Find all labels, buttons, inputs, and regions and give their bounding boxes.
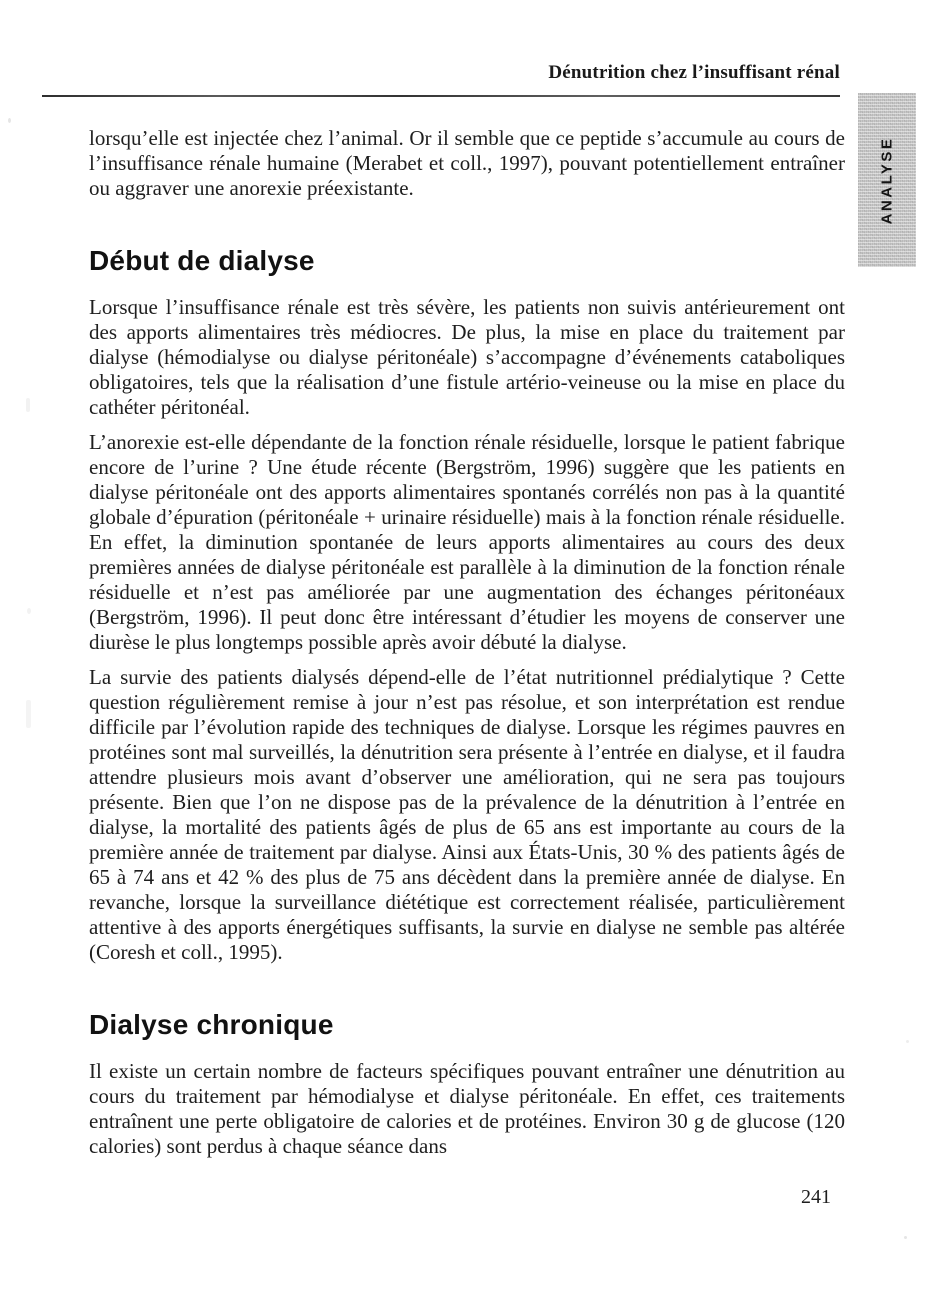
scan-artifact	[906, 1040, 909, 1043]
lead-paragraph: lorsqu’elle est injectée chez l’animal. Or il semble que ce peptide s’accumule au cours de l’insuffisance rénale humaine (Merabet et coll., 1997), pouvant potentiellement entraîner ou aggraver une anorexie préexistante.	[89, 126, 845, 200]
text-column	[89, 0, 845, 1169]
scan-artifact	[26, 398, 30, 412]
page-number: 241	[801, 1186, 831, 1208]
scan-artifact	[8, 118, 11, 123]
analyse-side-tab-label: ANALYSE	[878, 136, 896, 224]
section-heading-debut-de-dialyse: Début de dialyse	[89, 245, 315, 276]
body-paragraph: Il existe un certain nombre de facteurs spécifiques pouvant entraîner une dénutrition au cours du traitement par hémodialyse et dialyse péritonéale. En effet, ces traitements entraînent une perte obligatoire de calories et de protéines. Environ 30 g de glucose (120 calories) sont perdus à chaque séance dans	[89, 1059, 845, 1158]
running-header: Dénutrition chez l’insuffisant rénal	[548, 62, 840, 83]
body-paragraph: Lorsque l’insuffisance rénale est très sévère, les patients non suivis antérieurement ont des apports alimentaires très médiocres. De plus, la mise en place du traitement par dialyse (hémodialyse ou dialyse péritonéale) s’accompagne d’événements cataboliques obligatoires, tels que la réalisation d’une fistule artério-veineuse ou la mise en place du cathéter péritonéal.	[89, 295, 845, 419]
body-paragraph: L’anorexie est-elle dépendante de la fonction rénale résiduelle, lorsque le patient fabrique encore de l’urine ? Une étude récente (Bergström, 1996) suggère que les patients en dialyse péritonéale ont des apports alimentaires spontanés corrélés non pas à la quantité globale d’épuration (péritonéale + urinaire résiduelle) mais à la fonction rénale résiduelle. En effet, la diminution spontanée de leurs apports alimentaires au cours des deux premières années de dialyse péritonéale est parallèle à la diminution de la fonction rénale résiduelle et n’est pas améliorée par une augmentation des échanges péritonéaux (Bergström, 1996). Il peut donc être intéressant d’étudier les moyens de conserver une diurèse le plus longtemps possible après avoir débuté la dialyse.	[89, 430, 845, 654]
section-heading-dialyse-chronique: Dialyse chronique	[89, 1009, 334, 1040]
body-paragraph: La survie des patients dialysés dépend-elle de l’état nutritionnel prédialytique ? Cette question régulièrement remise à jour n’est pas résolue, et son interprétation est rendue difficile par l’évolution rapide des techniques de dialyse. Lorsque les régimes pauvres en protéines sont mal surveillés, la dénutrition sera présente à l’entrée en dialyse, et il faudra attendre plusieurs mois avant d’observer une amélioration, qui ne sera pas toujours présente. Bien que l’on ne dispose pas de la prévalence de la dénutrition à l’entrée en dialyse, la mortalité des patients âgés de plus de 65 ans est importante au cours de la première année de traitement par dialyse. Ainsi aux États-Unis, 30 % des patients âgés de 65 à 74 ans et 42 % des plus de 75 ans décèdent dans la première année de dialyse. En revanche, lorsque la surveillance diététique est correctement réalisée, particulièrement attentive à des apports énergétiques suffisants, la survie en dialyse ne semble pas altérée (Coresh et coll., 1995).	[89, 665, 845, 964]
scan-artifact	[904, 1236, 907, 1239]
scan-artifact	[26, 700, 31, 728]
scan-artifact	[27, 608, 31, 614]
analyse-side-tab	[858, 93, 916, 267]
